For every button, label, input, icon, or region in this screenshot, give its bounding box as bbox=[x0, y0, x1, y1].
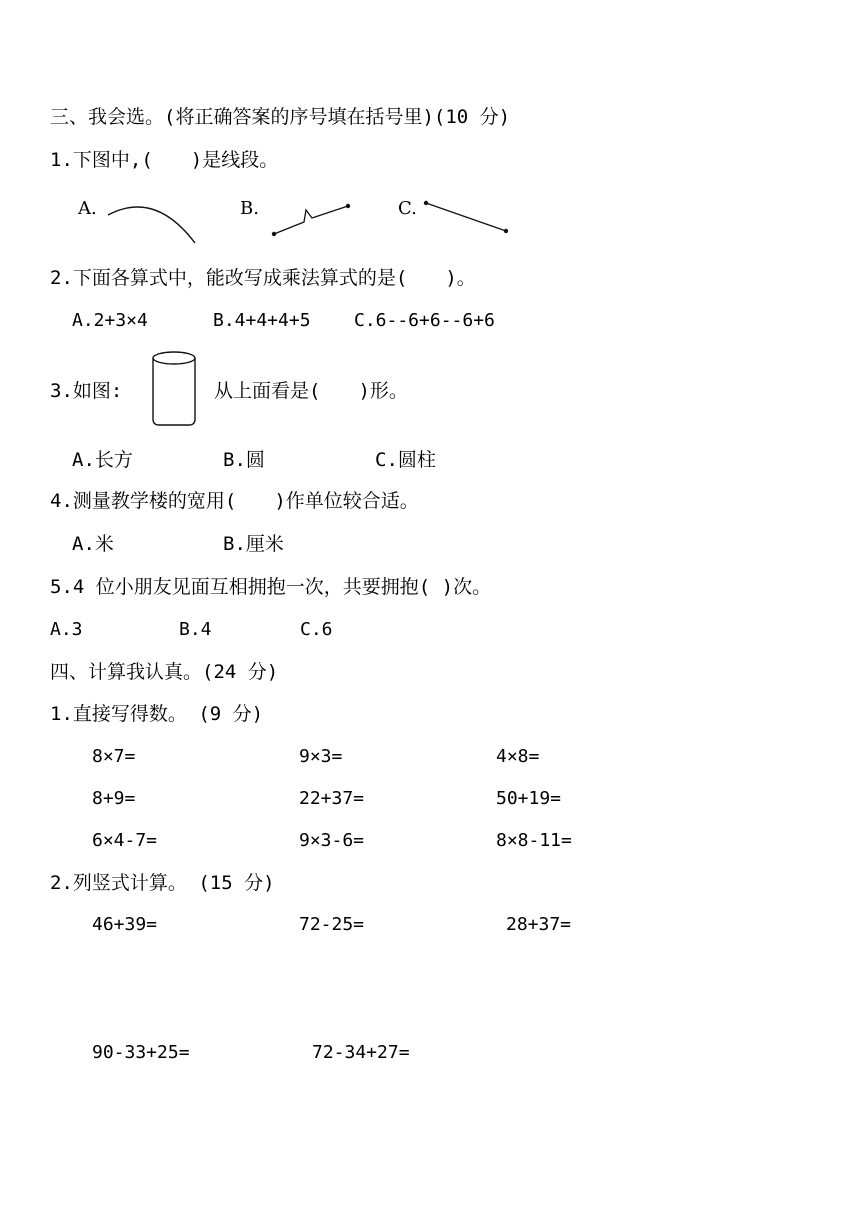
question-5-option-b: B.4 bbox=[179, 619, 212, 640]
calc-item: 8×8-11= bbox=[496, 830, 572, 851]
question-2-option-a: A.2+3×4 bbox=[72, 310, 148, 331]
calc-item: 6×4-7= bbox=[92, 830, 158, 851]
vertical-calc-item: 72-25= bbox=[299, 914, 365, 935]
figure-label-b: B. bbox=[240, 198, 259, 219]
figure-label-a: A. bbox=[78, 198, 97, 219]
vertical-calc-item: 46+39= bbox=[92, 914, 158, 935]
question-1-text: 1.下图中,( )是线段。 bbox=[50, 149, 279, 171]
question-3-option-c: C.圆柱 bbox=[375, 449, 436, 471]
vertical-calc-item: 72-34+27= bbox=[312, 1042, 410, 1063]
question-2-option-b: B.4+4+4+5 bbox=[213, 310, 311, 331]
vertical-calc-item: 28+37= bbox=[506, 914, 572, 935]
curve-figure bbox=[100, 195, 210, 250]
question-4-option-b: B.厘米 bbox=[223, 533, 284, 555]
calc-item: 8+9= bbox=[92, 788, 136, 809]
question-3-suffix: 从上面看是( )形。 bbox=[214, 380, 408, 402]
part-1-title: 1.直接写得数。 (9 分) bbox=[50, 703, 264, 725]
question-3-option-a: A.长方 bbox=[72, 449, 133, 471]
question-2-text: 2.下面各算式中，能改写成乘法算式的是( )。 bbox=[50, 267, 476, 289]
line-segment-figure bbox=[420, 198, 515, 238]
part-2-title: 2.列竖式计算。 (15 分) bbox=[50, 872, 275, 894]
question-3-option-b: B.圆 bbox=[223, 449, 265, 471]
calc-item: 9×3= bbox=[299, 746, 343, 767]
vertical-calc-item: 90-33+25= bbox=[92, 1042, 190, 1063]
cylinder-icon bbox=[148, 349, 200, 431]
question-5-option-a: A.3 bbox=[50, 619, 83, 640]
figure-label-c: C. bbox=[398, 198, 417, 219]
question-4-option-a: A.米 bbox=[72, 533, 114, 555]
section-3-heading: 三、我会选。(将正确答案的序号填在括号里)(10 分) bbox=[50, 106, 511, 128]
question-4-text: 4.测量教学楼的宽用( )作单位较合适。 bbox=[50, 490, 419, 512]
question-2-option-c: C.6--6+6--6+6 bbox=[354, 310, 495, 331]
calc-item: 9×3-6= bbox=[299, 830, 365, 851]
calc-item: 4×8= bbox=[496, 746, 540, 767]
question-5-option-c: C.6 bbox=[300, 619, 333, 640]
question-5-text: 5.4 位小朋友见面互相拥抱一次，共要拥抱( )次。 bbox=[50, 576, 492, 598]
calc-item: 8×7= bbox=[92, 746, 136, 767]
calc-item: 22+37= bbox=[299, 788, 365, 809]
broken-line-figure bbox=[268, 198, 358, 243]
calc-item: 50+19= bbox=[496, 788, 562, 809]
section-4-heading: 四、计算我认真。(24 分) bbox=[50, 661, 279, 683]
question-3-prefix: 3.如图: bbox=[50, 380, 123, 402]
